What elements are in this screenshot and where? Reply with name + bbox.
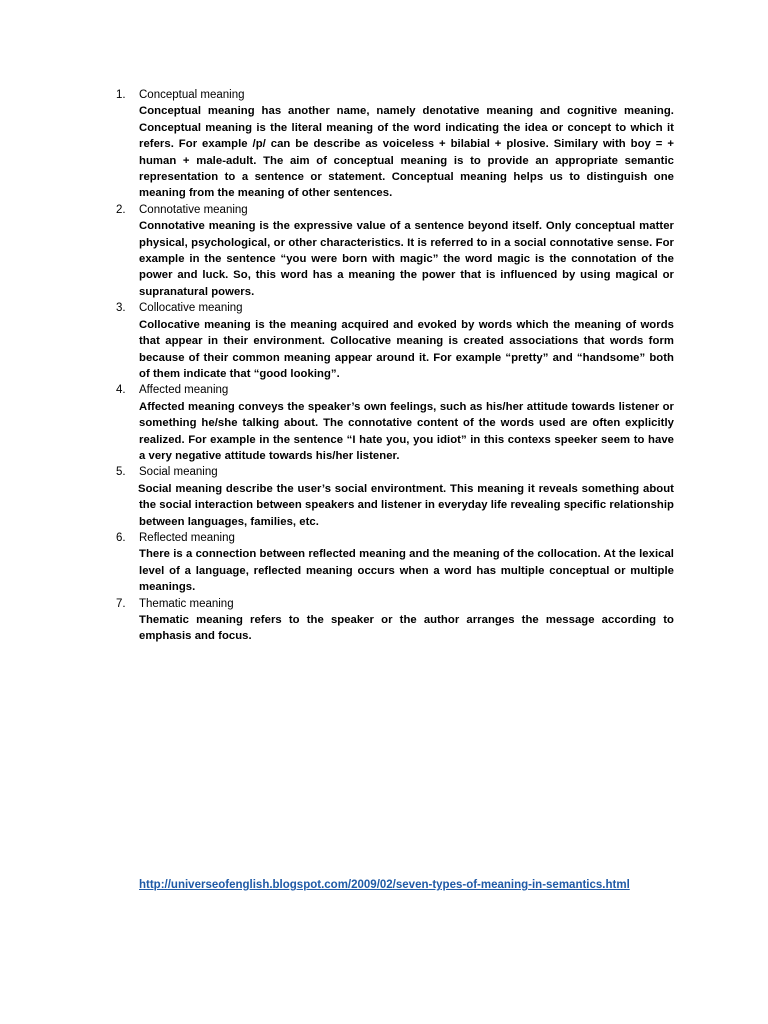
item-body: Conceptual meaning has another name, namely denotative meaning and cognitive meaning. Conceptual meaning is the literal meaning of the word indicating the idea or concept to which it refers. For example /p/ can be describe as voiceless + bilabial + plosive. Similary with boy = + human + male-adult. The aim of conceptual meaning is to provide an appropriate semantic representation to a sentence or statement. Conceptual meaning helps us to distinguish one meaning from the meaning of other sentences. [139,105,674,200]
list-item-social [110,464,674,530]
item-number: 3. [116,302,126,315]
item-title: Conceptual meaning [139,89,245,101]
list-item-affected [110,382,674,464]
list-item-reflected [110,530,674,596]
meaning-types-list [110,87,674,645]
item-title: Collocative meaning [139,302,243,315]
item-number: 6. [116,531,126,544]
item-body: Affected meaning conveys the speaker’s own feelings, such as his/her attitude towards listener or something he/she talking about. The connotative content of the words used are often explicitly realized. For example in the sentence “I hate you, you idiot” in this contexs speeker seem to have a very negative attitude towards his/her listener. [139,400,674,462]
item-body: Social meaning describe the user’s social environtment. This meaning it reveals something about the social interaction between speakers and listener in everyday life revealing specific relationship between languages, families, etc. [138,482,674,528]
item-title: Reflected meaning [139,531,235,544]
item-body: There is a connection between reflected meaning and the meaning of the collocation. At the lexical level of a language, reflected meaning occurs when a word has multiple conceptual or multiple meanings. [139,548,674,594]
item-body: Connotative meaning is the expressive value of a sentence beyond itself. Only conceptual matter physical, psychological, or other characteristics. It is referred to in a social connotative sense. For example in the sentence “you were born with magic” the word magic is the connotation of the power and luck. So, this word has a meaning the power that is influenced by using magical or supranatural powers. [139,220,674,298]
item-title: Connotative meaning [139,203,248,216]
item-title: Affected meaning [139,384,229,397]
item-title: Thematic meaning [139,597,234,610]
item-number: 7. [116,597,126,610]
list-item-thematic [110,596,674,645]
list-item-conceptual [110,87,674,202]
list-item-connotative [110,202,674,300]
list-item-collocative [110,300,674,382]
item-body: Collocative meaning is the meaning acquired and evoked by words which the meaning of words that appear in their environment. Collocative meaning is created associations that words form because of their common meaning appear around it. For example “pretty” and “handsome” both of them indicate that “good looking”. [139,318,674,380]
item-number: 5. [116,466,126,479]
source-link[interactable]: http://universeofenglish.blogspot.com/2009/02/seven-types-of-meaning-in-semantics.html [139,879,630,891]
item-number: 4. [116,384,126,397]
item-number: 1. [116,89,126,101]
item-title: Social meaning [139,466,218,479]
item-number: 2. [116,203,126,216]
item-body: Thematic meaning refers to the speaker or the author arranges the message according to emphasis and focus. [139,614,674,643]
